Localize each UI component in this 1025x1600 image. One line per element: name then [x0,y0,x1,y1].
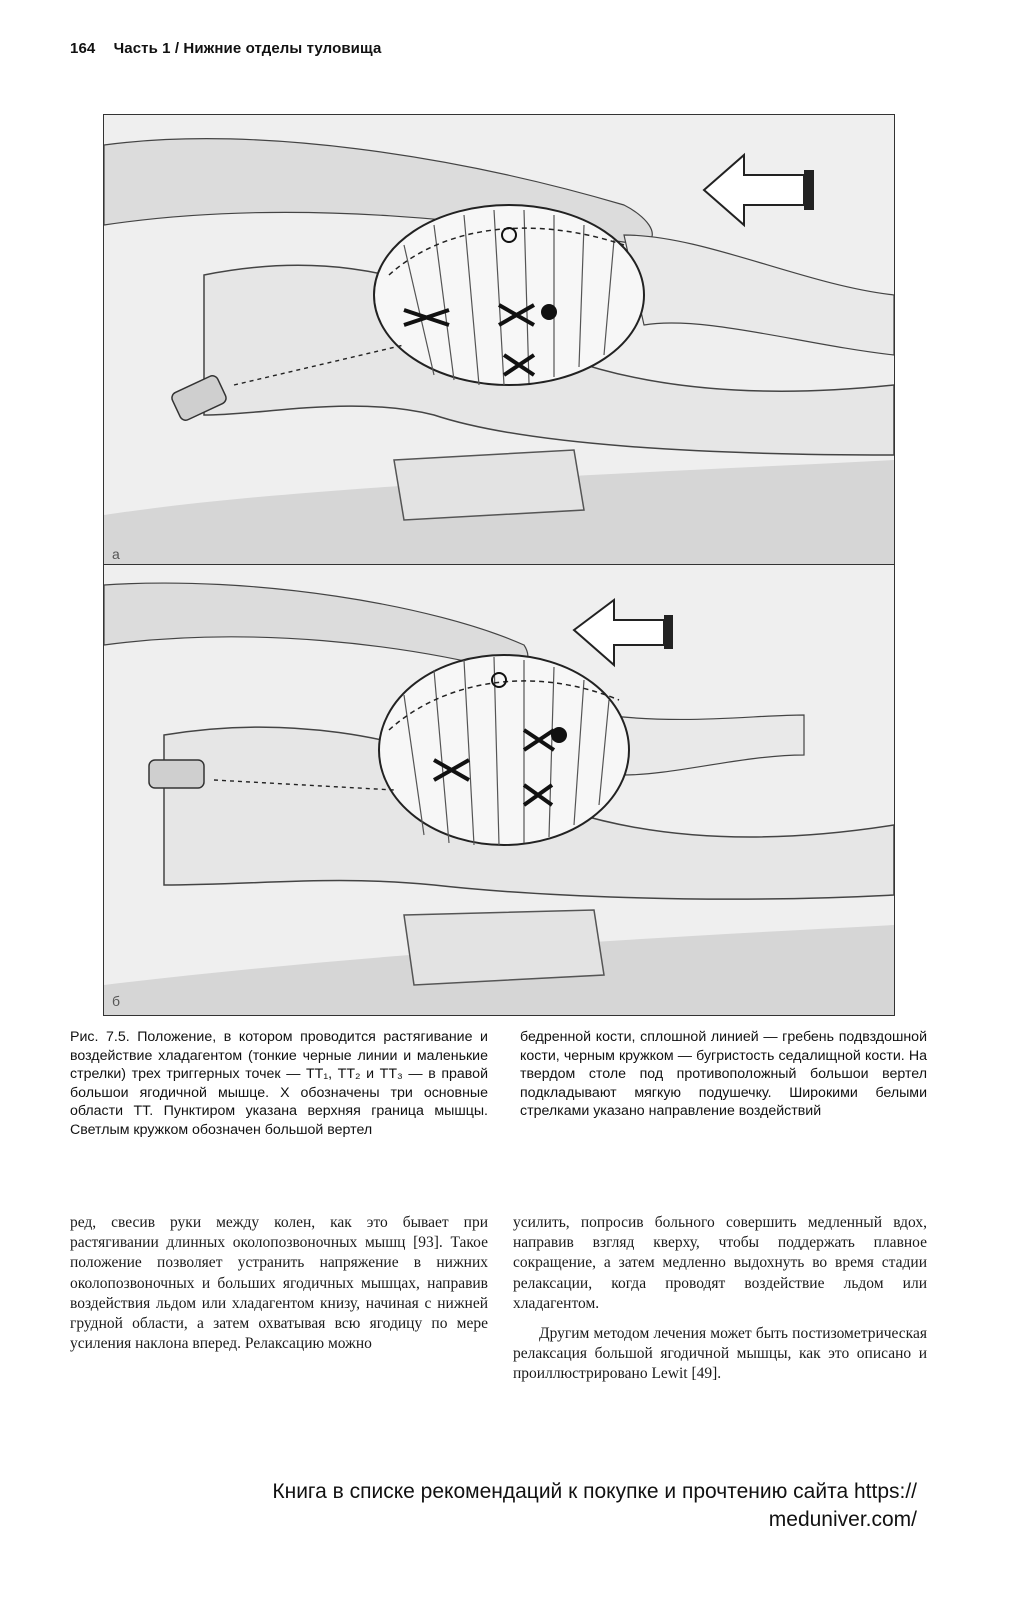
body-paragraph: ред, свесив руки между колен, как это бывает при растягивании длинных околопозвоночных мышц [93]. Такое положение позволяет устранить напряжение в нижних околопозвоночных и больших ягодичных мышцах, направив воздействия льдом или хладагентом книзу, начиная с нижней грудной области, а затем охватывая всю ягодицу по мере усиления наклона вперед. Релаксацию можно [70,1214,488,1353]
illustration-b [104,565,894,1015]
panel-label-b: б [112,993,121,1009]
figure-panel-a [103,114,895,569]
page-number: 164 [70,40,96,57]
panel-label-a: a [112,546,120,562]
figure-panel-b [103,564,895,1016]
section-title: Часть 1 / Нижние отделы туловища [113,40,382,57]
figure-caption-left: Рис. 7.5. Положение, в котором проводится растягивание и воздействие хладагентом (тонкие черные линии и маленькие стрелки) трех триггерных точек — ТТ₁, ТТ₂ и ТТ₃ — в правой большои ягодичной мышце. X обозначены три основные области ТТ. Пунктиром указана верхняя граница мышцы. Светлым кружком обозначен большой вертел [70,1029,488,1138]
illustration-a [104,115,894,568]
figure-caption-right: бедренной кости, сплошной линией — гребень подвздошной кости, черным кружком — бугристость седалищной кости. На твердом столе под противоположный большои вертел подкладывают мягкую подушечку. Широкими белыми стрелками указано направление воздействий [520,1029,927,1120]
body-column-left [70,1213,488,1354]
body-paragraph: Другим методом лечения может быть постизометрическая релаксация большой ягодичной мышцы, как это описано и проиллюстрировано Lewit [49]. [513,1325,927,1383]
site-watermark: Книга в списке рекомендаций к покупке и прочтению сайта https:// meduniver.com/ [272,1480,917,1531]
gluteus-muscle-outline-b [379,655,629,845]
body-paragraph: усилить, попросив больного совершить медленный вдох, направив взгляд кверху, чтобы поддержать плавное сокращение, а затем медленно выдохнуть во время стадии релаксации, когда проводят воздействие льдом или хладагентом. [513,1214,927,1312]
gluteus-muscle-outline [374,205,644,385]
body-column-right [513,1213,927,1385]
running-head [70,40,381,57]
